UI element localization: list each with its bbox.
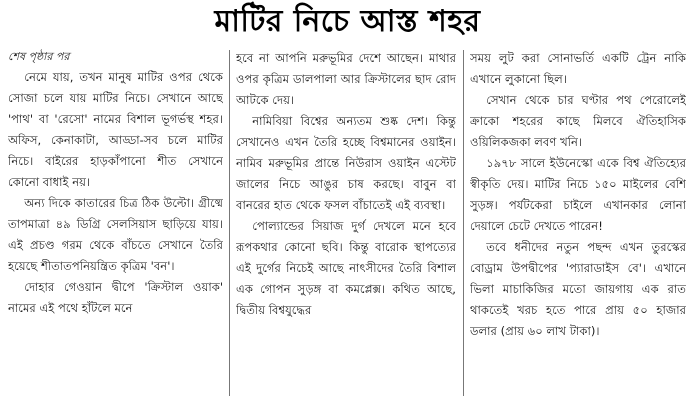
paragraph: সময় লুট করা সোনাভর্তি একটি ট্রেন নাকি এখানে লুকানো ছিল। [470, 51, 686, 86]
paragraph: সেখান থেকে চার ঘণ্টার পথ পেরোলেই ক্রাকো শহরের কাছে মিলবে ঐতিহাসিক ওয়িলিকজকা লবণ খনি। [470, 93, 686, 149]
paragraph: হবে না আপনি মরুভূমির দেশে আছেন। মাথার ওপর কৃত্রিম ডালপালা আর ক্রিস্টালের ছাদ রোদ আটকে দেয়। [236, 51, 456, 107]
article-column-2 [236, 48, 456, 398]
paragraph: তবে ধনীদের নতুন পছন্দ এখন তুরস্কের বোড্রাম উপদ্বীপের 'প্যারাডাইস বে'। এখানে ভিলা মাচাকিজির মতো জায়গায় এক রাত থাকতেই খরচ হতে পারে প্রায় ৫০ হাজার ডলার (প্রায় ৬০ লাখ টাকা)। [470, 240, 686, 338]
article-column-1 [8, 48, 223, 398]
article-column-3 [470, 48, 686, 398]
column-divider [463, 50, 464, 396]
paragraph: নেমে যায়, তখন মানুষ মাটির ওপর থেকে সোজা চলে যায় মাটির নিচে। সেখানে আছে 'পাথ' বা 'রেসো' নামের বিশাল ভূগর্ভস্থ শহর। অফিস, কেনাকাটা, আড্ডা-সব চলে মাটির নিচে। বাইরের হাড়কাঁপানো শীত সেখানে কোনো বাধাই নয়। [8, 70, 223, 189]
column-divider [229, 50, 230, 396]
continued-label: শেষ পৃষ্ঠার পর [8, 50, 70, 63]
paragraph: ১৯৭৮ সালে ইউনেস্কো একে বিশ্ব ঐতিহ্যের স্বীকৃতি দেয়। মাটির নিচে ১৫০ মাইলের বেশি সুড়ঙ্গ। পর্যটকেরা চাইলে এখানকার লোনা দেয়ালে চেটে দেখতে পারেন! [470, 156, 686, 233]
paragraph: অন্য দিকে কাতারের চিত্র ঠিক উল্টো। গ্রীষ্মে তাপমাত্রা ৪৯ ডিগ্রি সেলসিয়াস ছাড়িয়ে যায়। এই প্রচণ্ড গরম থেকে বাঁচতে সেখানে তৈরি হয়েছে শীতাতপনিয়ন্ত্রিত কৃত্রিম 'বন'। [8, 196, 223, 273]
paragraph: দোহার গেওয়ান দ্বীপে 'ক্রিস্টাল ওয়াক' নামের এই পথে হাঁটলে মনে [8, 280, 223, 315]
headline: মাটির নিচে আস্ত শহর [214, 4, 481, 39]
paragraph: পোল্যান্ডের সিয়াজ দুর্গ দেখলে মনে হবে রূপকথার কোনো ছবি। কিন্তু বারোক স্থাপত্যের এই দুর্গের নিচেই আছে নাৎসীদের তৈরি বিশাল এক গোপন সুড়ঙ্গ বা কমপ্লেক্স। কথিত আছে, দ্বিতীয় বিশ্বযুদ্ধের [236, 219, 456, 317]
paragraph: নামিবিয়া বিশ্বের অন্যতম শুষ্ক দেশ। কিন্তু সেখানেও এখন তৈরি হচ্ছে বিশ্বমানের ওয়াইন। নামিব মরুভূমির প্রান্তে নিউরাস ওয়াইন এস্টেট জালের নিচে আঙুর চাষ করছে। বাবুন বা বানরের হাত থেকে ফসল বাঁচাতেই এই ব্যবস্থা। [236, 114, 456, 212]
